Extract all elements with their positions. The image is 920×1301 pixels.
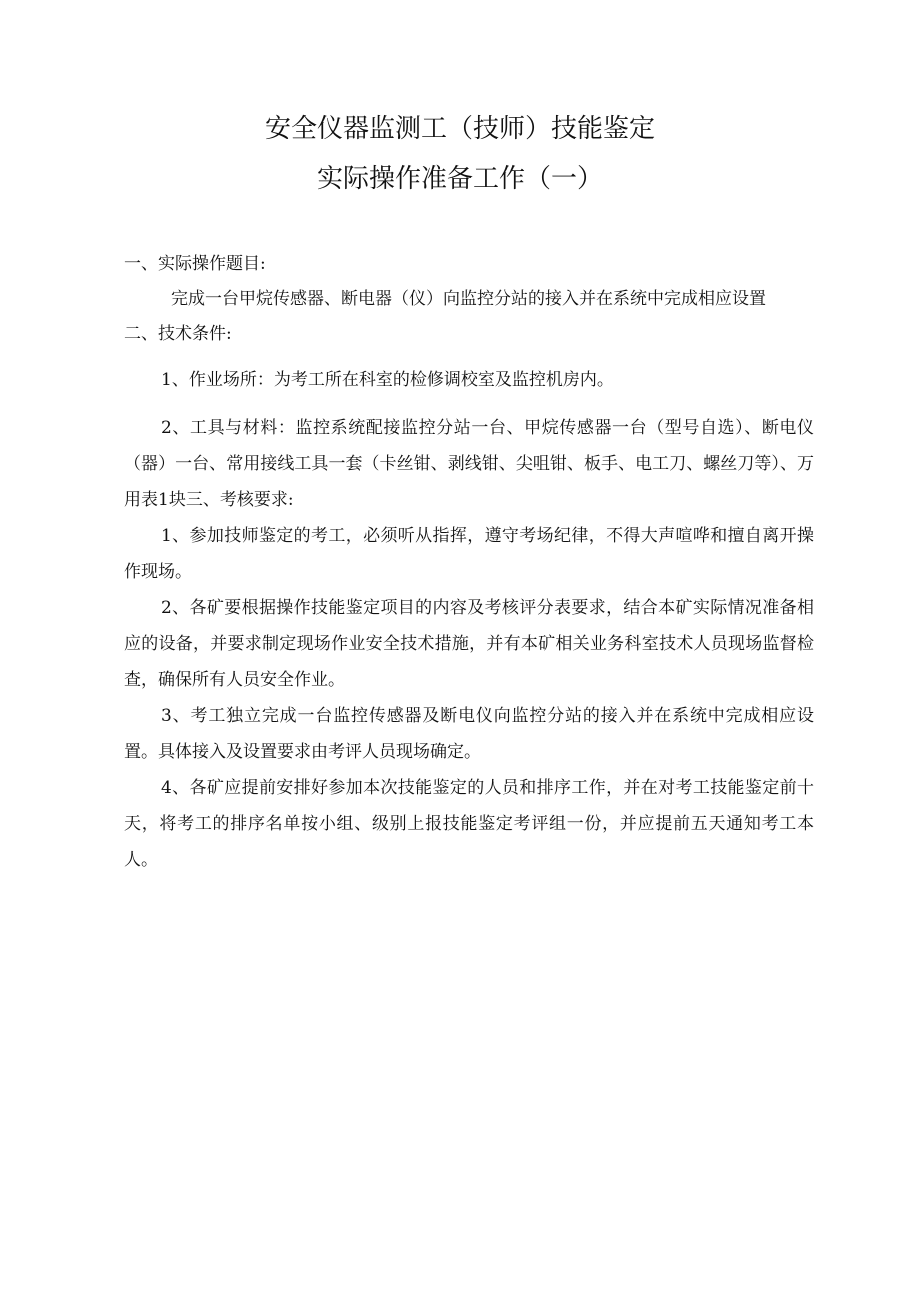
requirement-2: 2、各矿要根据操作技能鉴定项目的内容及考核评分表要求，结合本矿实际情况准备相应的设备，并要求制定现场作业安全技术措施，并有本矿相关业务科室技术人员现场监督检查，确保所有人员安全作业。 — [124, 598, 814, 690]
document-subtitle: 实际操作准备工作（一） — [316, 164, 603, 194]
section1-body: 完成一台甲烷传感器、断电器（仪）向监控分站的接入并在系统中完成相应设置 — [171, 289, 766, 309]
requirement-1: 1、参加技师鉴定的考工，必须听从指挥，遵守考场纪律，不得大声喧哗和擅自离开操作现场。 — [124, 526, 814, 582]
requirement-4: 4、各矿应提前安排好参加本次技能鉴定的人员和排序工作，并在对考工技能鉴定前十天，将考工的排序名单按小组、级别上报技能鉴定考评组一份，并应提前五天通知考工本人。 — [124, 778, 814, 870]
section2-heading: 二、技术条件: — [124, 324, 232, 344]
item-workplace: 1、作业场所：为考工所在科室的检修调校室及监控机房内。 — [161, 370, 614, 390]
section1-heading: 一、实际操作题目: — [124, 254, 266, 274]
document-title: 安全仪器监测工（技师）技能鉴定 — [264, 114, 655, 144]
item-tools: 2、工具与材料：监控系统配接监控分站一台、甲烷传感器一台（型号自选）、断电仪（器）一台、常用接线工具一套（卡丝钳、剥线钳、尖咀钳、板手、电工刀、螺丝刀等）、万用表1块三、考核要求: — [124, 418, 814, 510]
requirement-3: 3、考工独立完成一台监控传感器及断电仪向监控分站的接入并在系统中完成相应设置。具体接入及设置要求由考评人员现场确定。 — [124, 706, 814, 762]
